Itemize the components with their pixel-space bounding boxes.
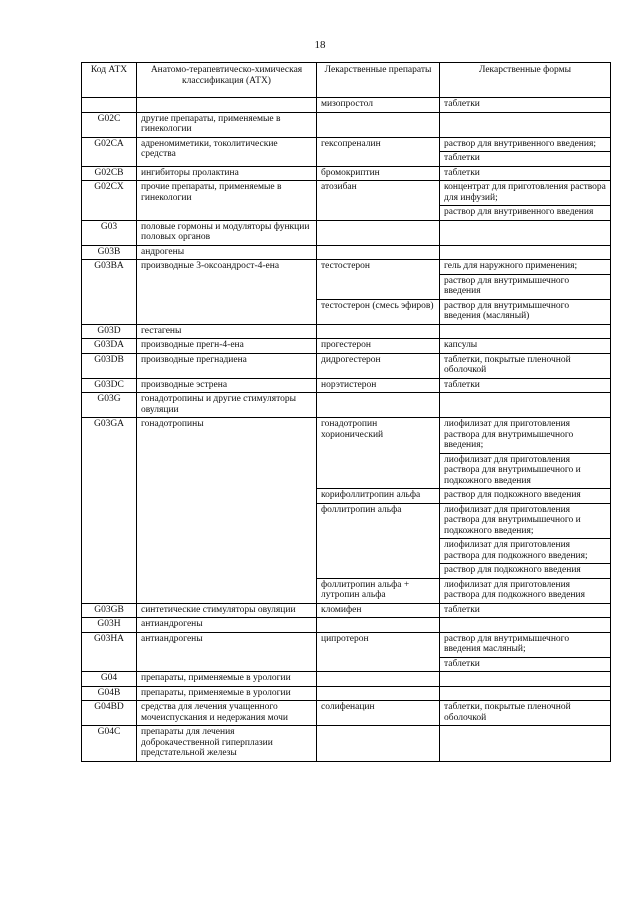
atc-code-cell: G03 bbox=[82, 220, 137, 245]
drug-name-cell: гонадотропин хорионический bbox=[317, 418, 440, 489]
table-row bbox=[82, 726, 611, 762]
atc-code-cell: G04C bbox=[82, 726, 137, 762]
dosage-form-cell: раствор для подкожного введения bbox=[440, 564, 611, 579]
drug-name-cell: ципротерон bbox=[317, 632, 440, 672]
dosage-form-cell: таблетки bbox=[440, 378, 611, 393]
atc-classification-cell: синтетические стимуляторы овуляции bbox=[137, 603, 317, 618]
dosage-form-cell: концентрат для приготовления раствора для инфузий; bbox=[440, 181, 611, 206]
atc-classification-cell: андрогены bbox=[137, 245, 317, 260]
drug-name-cell bbox=[317, 112, 440, 137]
dosage-form-cell: таблетки bbox=[440, 152, 611, 167]
table-header-row bbox=[82, 63, 611, 98]
table-row bbox=[82, 701, 611, 726]
header-atc-classification: Анатомо-терапевтическо-химическая классификация (АТХ) bbox=[137, 63, 317, 98]
page-number: 18 bbox=[314, 39, 326, 51]
atc-classification-cell: адреномиметики, токолитические средства bbox=[137, 137, 317, 166]
atc-classification-cell: производные прегн-4-ена bbox=[137, 339, 317, 354]
table-row bbox=[82, 181, 611, 206]
dosage-form-cell bbox=[440, 618, 611, 633]
table-row bbox=[82, 686, 611, 701]
table-row bbox=[82, 137, 611, 152]
dosage-form-cell: таблетки, покрытые пленочной оболочкой bbox=[440, 353, 611, 378]
drug-name-cell: тестостерон (смесь эфиров) bbox=[317, 299, 440, 324]
drug-name-cell: атозибан bbox=[317, 181, 440, 221]
table-row bbox=[82, 393, 611, 418]
drug-name-cell: фоллитропин альфа bbox=[317, 503, 440, 578]
atc-classification-cell: средства для лечения учащенного мочеиспускания и недержания мочи bbox=[137, 701, 317, 726]
dosage-form-cell: лиофилизат для приготовления раствора для подкожного введения bbox=[440, 578, 611, 603]
dosage-form-cell: раствор для внутривенного введения bbox=[440, 206, 611, 221]
drug-name-cell: фоллитропин альфа + лутропин альфа bbox=[317, 578, 440, 603]
table-row bbox=[82, 672, 611, 687]
dosage-form-cell: раствор для внутривенного введения; bbox=[440, 137, 611, 152]
drug-name-cell bbox=[317, 618, 440, 633]
dosage-form-cell bbox=[440, 112, 611, 137]
atc-code-cell: G02CB bbox=[82, 166, 137, 181]
atc-code-cell: G03G bbox=[82, 393, 137, 418]
table-row bbox=[82, 220, 611, 245]
atc-classification-cell: препараты, применяемые в урологии bbox=[137, 672, 317, 687]
atc-classification-cell: производные 3-оксоандрост-4-ена bbox=[137, 260, 317, 325]
atc-classification-cell: препараты для лечения доброкачественной гиперплазии предстательной железы bbox=[137, 726, 317, 762]
atc-classification-cell: антиандрогены bbox=[137, 618, 317, 633]
atc-classification-cell: половые гормоны и модуляторы функции половых органов bbox=[137, 220, 317, 245]
drug-name-cell bbox=[317, 726, 440, 762]
dosage-form-cell bbox=[440, 324, 611, 339]
dosage-form-cell bbox=[440, 245, 611, 260]
table-row bbox=[82, 353, 611, 378]
drug-name-cell: дидрогестерон bbox=[317, 353, 440, 378]
atc-code-cell: G03D bbox=[82, 324, 137, 339]
atc-drug-table bbox=[81, 62, 611, 762]
table-row bbox=[82, 245, 611, 260]
atc-code-cell: G03H bbox=[82, 618, 137, 633]
dosage-form-cell: раствор для внутримышечного введения масляный; bbox=[440, 632, 611, 657]
atc-code-cell: G03HA bbox=[82, 632, 137, 672]
drug-name-cell bbox=[317, 220, 440, 245]
atc-code-cell: G03DC bbox=[82, 378, 137, 393]
atc-code-cell: G03GA bbox=[82, 418, 137, 604]
header-drugs: Лекарственные препараты bbox=[317, 63, 440, 98]
drug-name-cell bbox=[317, 324, 440, 339]
drug-name-cell: норэтистерон bbox=[317, 378, 440, 393]
drug-name-cell: тестостерон bbox=[317, 260, 440, 300]
table-row bbox=[82, 260, 611, 275]
drug-name-cell bbox=[317, 393, 440, 418]
table-body bbox=[82, 98, 611, 762]
dosage-form-cell: лиофилизат для приготовления раствора для внутримышечного введения; bbox=[440, 418, 611, 454]
atc-classification-cell: производные эстрена bbox=[137, 378, 317, 393]
drug-name-cell: кломифен bbox=[317, 603, 440, 618]
dosage-form-cell: таблетки bbox=[440, 657, 611, 672]
atc-code-cell: G03DA bbox=[82, 339, 137, 354]
table-row bbox=[82, 603, 611, 618]
atc-classification-cell: антиандрогены bbox=[137, 632, 317, 672]
header-dosage-forms: Лекарственные формы bbox=[440, 63, 611, 98]
table-row bbox=[82, 618, 611, 633]
table-row bbox=[82, 112, 611, 137]
dosage-form-cell: лиофилизат для приготовления раствора для подкожного введения; bbox=[440, 539, 611, 564]
dosage-form-cell: таблетки bbox=[440, 603, 611, 618]
table-row bbox=[82, 632, 611, 657]
dosage-form-cell: лиофилизат для приготовления раствора для внутримышечного и подкожного введения bbox=[440, 453, 611, 489]
atc-classification-cell: ингибиторы пролактина bbox=[137, 166, 317, 181]
table-row bbox=[82, 378, 611, 393]
atc-code-cell: G04BD bbox=[82, 701, 137, 726]
atc-classification-cell: прочие препараты, применяемые в гинекологии bbox=[137, 181, 317, 221]
table-row bbox=[82, 418, 611, 454]
atc-classification-cell: другие препараты, применяемые в гинекологии bbox=[137, 112, 317, 137]
atc-classification-cell: гонадотропины и другие стимуляторы овуляции bbox=[137, 393, 317, 418]
atc-code-cell: G03BA bbox=[82, 260, 137, 325]
dosage-form-cell: капсулы bbox=[440, 339, 611, 354]
dosage-form-cell: таблетки bbox=[440, 166, 611, 181]
table-row bbox=[82, 166, 611, 181]
atc-code-cell: G04B bbox=[82, 686, 137, 701]
atc-code-cell: G03B bbox=[82, 245, 137, 260]
atc-classification-cell: производные прегнадиена bbox=[137, 353, 317, 378]
dosage-form-cell: таблетки bbox=[440, 98, 611, 113]
atc-code-cell: G04 bbox=[82, 672, 137, 687]
dosage-form-cell bbox=[440, 726, 611, 762]
atc-code-cell: G02CA bbox=[82, 137, 137, 166]
drug-name-cell: мизопростол bbox=[317, 98, 440, 113]
table-row bbox=[82, 324, 611, 339]
dosage-form-cell: гель для наружного применения; bbox=[440, 260, 611, 275]
dosage-form-cell: раствор для подкожного введения bbox=[440, 489, 611, 504]
dosage-form-cell bbox=[440, 393, 611, 418]
atc-code-cell: G02C bbox=[82, 112, 137, 137]
atc-classification-cell: гестагены bbox=[137, 324, 317, 339]
drug-name-cell: гексопреналин bbox=[317, 137, 440, 166]
drug-name-cell: солифенацин bbox=[317, 701, 440, 726]
drug-name-cell bbox=[317, 686, 440, 701]
dosage-form-cell bbox=[440, 672, 611, 687]
drug-name-cell: прогестерон bbox=[317, 339, 440, 354]
table-row bbox=[82, 339, 611, 354]
drug-name-cell bbox=[317, 672, 440, 687]
drug-name-cell: бромокриптин bbox=[317, 166, 440, 181]
drug-name-cell bbox=[317, 245, 440, 260]
atc-classification-cell: препараты, применяемые в урологии bbox=[137, 686, 317, 701]
table-row bbox=[82, 98, 611, 113]
dosage-form-cell bbox=[440, 686, 611, 701]
atc-classification-cell: гонадотропины bbox=[137, 418, 317, 604]
header-atc-code: Код АТХ bbox=[82, 63, 137, 98]
dosage-form-cell: раствор для внутримышечного введения bbox=[440, 274, 611, 299]
drug-name-cell: корифоллитропин альфа bbox=[317, 489, 440, 504]
dosage-form-cell: таблетки, покрытые пленочной оболочкой bbox=[440, 701, 611, 726]
atc-classification-cell bbox=[137, 98, 317, 113]
atc-code-cell: G03DB bbox=[82, 353, 137, 378]
atc-code-cell bbox=[82, 98, 137, 113]
dosage-form-cell: лиофилизат для приготовления раствора для внутримышечного и подкожного введения; bbox=[440, 503, 611, 539]
dosage-form-cell: раствор для внутримышечного введения (масляный) bbox=[440, 299, 611, 324]
atc-code-cell: G03GB bbox=[82, 603, 137, 618]
dosage-form-cell bbox=[440, 220, 611, 245]
atc-code-cell: G02CX bbox=[82, 181, 137, 221]
